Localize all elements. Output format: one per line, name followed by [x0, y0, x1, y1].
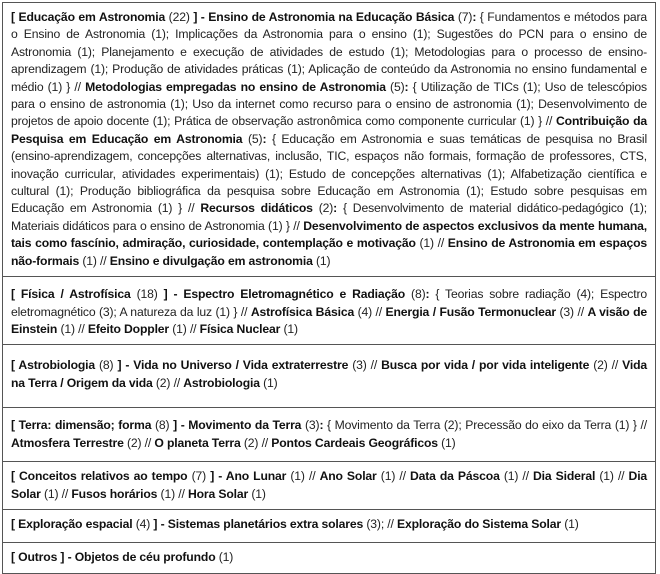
topic-detail: (2) // — [243, 435, 272, 450]
topic-title: ] - Ensino de Astronomia na Educação Básica — [193, 10, 458, 24]
topic-title: : — [333, 201, 343, 216]
category-row — [3, 510, 655, 543]
topic-detail: (1) // — [599, 469, 629, 484]
topic-detail: (1) // — [419, 236, 448, 251]
topic-detail: (8) — [411, 287, 426, 302]
topic-title: Astrobiologia — [183, 375, 264, 390]
topic-detail: { Teorias sobre radiação (4); Espectro eletromagnético (3); A natureza da luz (1) } // — [11, 287, 648, 319]
topic-title: Recursos didáticos — [200, 201, 319, 216]
topic-title: ] - Sistemas planetários extra solares — [153, 517, 367, 532]
topic-title: : — [262, 131, 272, 146]
topic-title: Ano Solar — [319, 469, 381, 484]
topic-detail: (7) — [191, 469, 211, 484]
topic-title: Vida na Terra / Origem da vida — [11, 358, 647, 390]
topic-title: Astrofísica Básica — [250, 304, 358, 319]
category-row — [3, 3, 655, 277]
topic-detail: (2) // — [593, 358, 623, 373]
topic-title: Exploração do Sistema Solar — [397, 517, 565, 532]
topic-detail: (4) // — [357, 304, 386, 319]
topic-detail: (1) — [218, 550, 234, 565]
topic-title: Metodologias empregadas no ensino de Astronomia — [85, 79, 391, 94]
topic-title: Efeito Doppler — [87, 321, 173, 336]
topic-detail: (1) // — [290, 469, 320, 484]
topic-detail: (3) — [304, 418, 320, 433]
topic-title: [ Astrobiologia — [11, 358, 99, 373]
topic-title: : — [472, 10, 480, 24]
topic-detail: (1) // — [380, 469, 410, 484]
topic-title: Pontos Cardeais Geográficos — [271, 435, 442, 450]
topic-detail: (8) — [155, 418, 174, 433]
topic-detail: (18) — [136, 287, 164, 302]
topic-detail: (1) — [564, 517, 579, 532]
topic-title: : — [404, 79, 413, 94]
topic-title: A visão de Einstein — [11, 304, 647, 336]
topic-detail: { Educação em Astronomia e suas temáticas de pesquisa no Brasil (ensino-aprendizagem, concepções alternativas, inclusão, TIC, espaços não formais, formação de professores, CTS, inovação curricular, atividades experimentais) (1); Estudo de concepções alternativas (1); Alfabetização científica e cultural (1); Produção bibliográfica da pesquisa sobre Educação em Astronomia (1); Estudo sobre pesquisas em Educação em Astronomia (1) } // — [11, 131, 647, 216]
topic-title: : — [319, 418, 328, 433]
topic-detail: (1) — [263, 375, 278, 390]
topic-detail: (1) // — [60, 321, 88, 336]
topic-detail: (1) // — [43, 486, 72, 501]
topic-title: Contribuição da Pesquisa em Educação em Astronomia — [11, 114, 648, 146]
categories-table — [2, 2, 656, 574]
topic-title: Energia / Fusão Termonuclear — [385, 304, 560, 319]
topic-detail: (3); // — [366, 517, 398, 532]
topic-title: ] - Vida no Universo / Vida extraterrestre — [117, 358, 353, 373]
topic-detail: (1) // — [172, 321, 200, 336]
category-row — [3, 408, 655, 462]
topic-title: Ensino e divulgação em astronomia — [109, 253, 316, 268]
topic-detail: { Utilização de TICs (1); Uso de telescópios para o ensino de astronomia (1); Uso da internet como recurso para o ensino de astronomia (1); Desenvolvimento de projetos de apoio docente (1); Prática de observação astronômica como componente curricular (1) } // — [11, 79, 647, 129]
topic-title: [ Conceitos relativos ao tempo — [11, 469, 192, 484]
topic-title: [ Física / Astrofísica — [11, 287, 137, 302]
topic-title: Hora Solar — [187, 486, 252, 501]
topic-title: : — [425, 287, 436, 302]
topic-detail: (3) // — [352, 358, 382, 373]
topic-detail: (2) // — [155, 375, 184, 390]
category-row — [3, 345, 655, 408]
topic-title: Dia Solar — [11, 469, 648, 501]
topic-detail: (1) — [251, 486, 266, 501]
topic-title: ] - Movimento da Terra — [173, 418, 305, 433]
topic-title: ] - Ano Lunar — [210, 469, 291, 484]
category-row — [3, 543, 655, 573]
topic-detail: { Movimento da Terra (2); Precessão do eixo da Terra (1) } // — [327, 418, 647, 433]
topic-title: Fusos horários — [71, 486, 161, 501]
category-row — [3, 277, 655, 345]
topic-title: Dia Sideral — [533, 469, 600, 484]
topic-detail: (5) — [247, 131, 263, 146]
topic-title: Desenvolvimento de aspectos exclusivos da mente humana, tais como fascínio, admiração, curiosidade, contemplação e motivação — [11, 218, 648, 251]
topic-detail: (2) // — [127, 435, 155, 450]
topic-detail: (8) — [99, 358, 118, 373]
topic-detail: (2) — [318, 201, 334, 216]
topic-detail: (1) // — [503, 469, 534, 484]
topic-title: ] - Espectro Eletromagnético e Radiação — [163, 287, 412, 302]
topic-title: Busca por vida / por vida inteligente — [381, 358, 594, 373]
topic-detail: (1) — [283, 321, 298, 336]
topic-title: O planeta Terra — [154, 435, 244, 450]
topic-detail: (1) // — [82, 253, 110, 268]
category-row — [3, 462, 655, 510]
topic-detail: (3) // — [559, 304, 588, 319]
topic-title: Data da Páscoa — [409, 469, 504, 484]
topic-title: [ Exploração espacial — [11, 517, 136, 532]
topic-detail: { Desenvolvimento de material didático-pedagógico (1); Materiais didáticos para o ensino de Astronomia (1) } // — [11, 201, 647, 233]
topic-detail: (1) — [441, 435, 456, 450]
topic-detail: (1) — [315, 253, 331, 268]
topic-detail: (22) — [168, 10, 194, 24]
topic-detail: { Fundamentos e métodos para o Ensino de Astronomia (1); Implicações da Astronomia para o ensino (1); Sugestões do PCN para o ensino de Astronomia (1); Planejamento e execução de atividades de estudo (1); Metodologias para o processo de ensino-aprendizagem (1); Produção de atividades práticas (1); Aplicação de conteúdo da Astronomia no ensino fundamental e médio (1) } // — [11, 10, 648, 94]
topic-detail: (7) — [457, 10, 473, 24]
topic-detail: (1) // — [160, 486, 188, 501]
topic-detail: (5) — [390, 79, 405, 94]
topic-title: Física Nuclear — [199, 321, 284, 336]
topic-title: [ Terra: dimensão; forma — [11, 418, 156, 433]
topic-title: [ Educação em Astronomia — [11, 10, 169, 24]
topic-title: [ Outros ] - Objetos de céu profundo — [11, 550, 219, 565]
topic-title: Ensino de Astronomia em espaços não-formais — [11, 236, 648, 268]
topic-detail: (4) — [135, 517, 154, 532]
topic-title: Atmosfera Terrestre — [11, 435, 127, 450]
